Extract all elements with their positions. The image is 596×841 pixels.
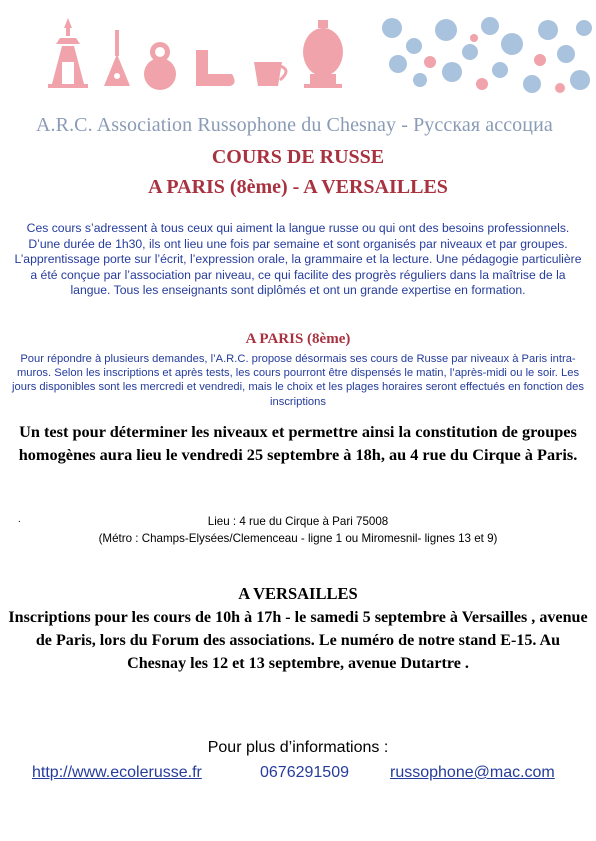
- email-link[interactable]: russophone@mac.com: [390, 764, 555, 781]
- more-info-label: Pour plus d’informations :: [207, 739, 389, 756]
- test-announcement: Un test pour déterminer les niveaux et permettre ainsi la constitution de groupes homogènes aura lieu le vendredi 25 septembre à 18h, au 4 rue du Cirque à Paris.: [18, 422, 578, 464]
- intro-paragraph: Ces cours s’adressent à tous ceux qui aiment la langue russe ou qui ont des besoins professionnels. D’une durée de 1h30, ils ont lieu une fois par semaine et sont organisés par niveaux et par groupes. L’apprentissage porte sur l’écrit, l’expression orale, la grammaire et la lecture. Une pédagogie particulière a été conçue par l’association par niveau, ce qui facilite des progrès réguliers dans la maîtrise de la langue. Tous les enseignants sont diplômés et ont un grande expertise en formation.: [14, 221, 582, 298]
- balalaika-icon: [104, 30, 130, 86]
- paris-paragraph: Pour répondre à plusieurs demandes, l’A.R.C. propose désormais ses cours de Russe par niveaux à Paris intra-muros. Selon les inscriptions et après tests, les cours pourront être dispensés le matin, l’après-midi ou le soir. Les jours disponibles sont les mercredi et vendredi, mais le choix et les plages horaires seront effectués en fonction des inscriptions: [12, 353, 584, 408]
- tower-icon: [48, 18, 88, 88]
- metro-info: (Métro : Champs-Elysées/Clemenceau - ligne 1 ou Miromesnil- lignes 13 et 9): [98, 532, 498, 545]
- page-title: COURS DE RUSSE: [211, 146, 385, 168]
- website-link[interactable]: http://www.ecolerusse.fr: [32, 764, 202, 781]
- location-block: [0, 513, 596, 547]
- matryoshka-icon: [144, 42, 176, 90]
- versailles-heading: A VERSAILLES: [238, 584, 358, 603]
- location-address: Lieu : 4 rue du Cirque à Pari 75008: [207, 515, 389, 528]
- association-name: A.R.C. Association Russophone du Chesnay - Русская ассоциа: [36, 114, 553, 136]
- phone-number: 0676291509: [260, 764, 349, 781]
- versailles-paragraph: Inscriptions pour les cours de 10h à 17h - le samedi 5 septembre à Versailles , avenue de Paris, lors du Forum des associations. Le numéro de notre stand E-15. Au Chesnay les 12 et 13 septembre, avenue Dutartre .: [8, 609, 588, 672]
- cup-icon: [254, 62, 286, 86]
- page-subtitle: A PARIS (8ème) - A VERSAILLES: [148, 176, 448, 198]
- stray-bullet: .: [18, 514, 21, 525]
- boot-icon: [196, 50, 235, 86]
- samovar-icon: [303, 20, 343, 88]
- decorative-banner: [0, 0, 596, 102]
- paris-heading: A PARIS (8ème): [245, 331, 351, 347]
